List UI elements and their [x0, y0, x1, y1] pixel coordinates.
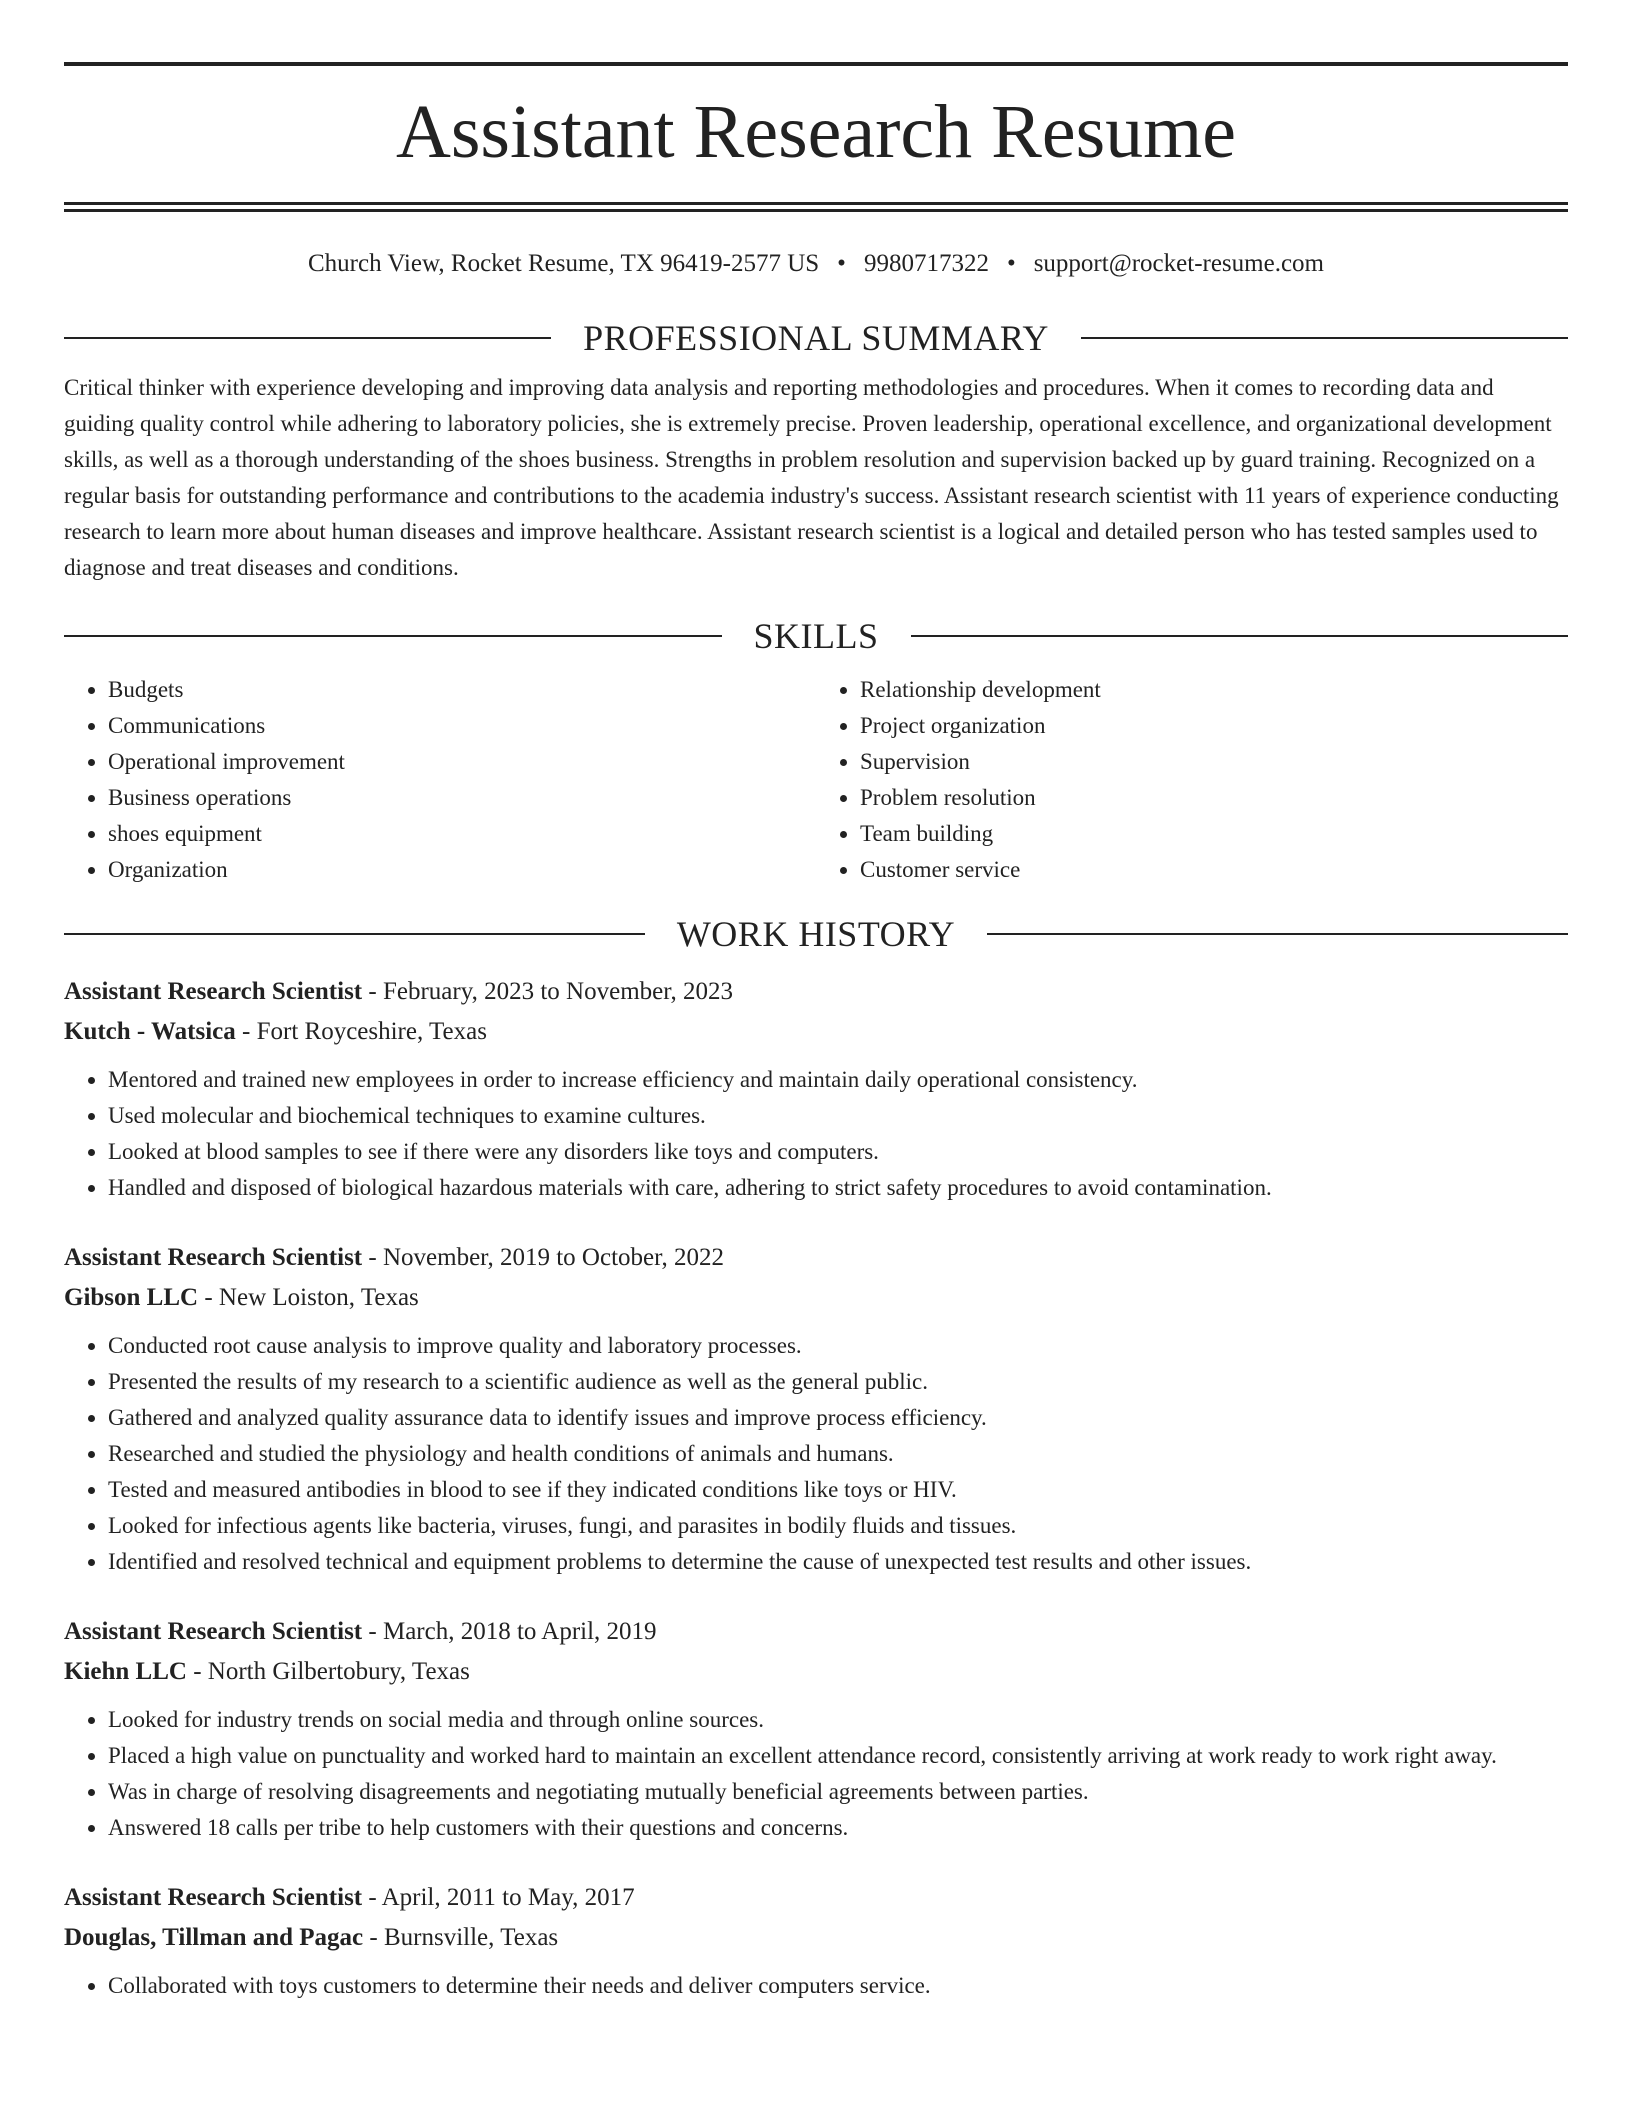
heading-rule-right	[911, 635, 1569, 637]
job-title-line: Assistant Research Scientist - November, 2019 to October, 2022	[64, 1244, 724, 1271]
title-double-rule	[64, 202, 1568, 212]
contact-separator: •	[1006, 250, 1016, 277]
job-company-line: Douglas, Tillman and Pagac - Burnsville, Texas	[64, 1924, 559, 1951]
section-heading-work-history	[64, 912, 1568, 956]
skill-item: • Relationship development	[860, 672, 1568, 708]
job-entry	[64, 972, 1568, 1206]
job-title-line: Assistant Research Scientist - February, 2023 to November, 2023	[64, 978, 734, 1005]
job-bullets	[64, 1062, 1568, 1206]
job-bullet: • Looked for infectious agents like bacteria, viruses, fungi, and parasites in bodily fluids and tissues.	[108, 1508, 1568, 1544]
job-bullet: • Mentored and trained new employees in order to increase efficiency and maintain daily operational consistency.	[108, 1062, 1568, 1098]
job-dates: November, 2019 to October, 2022	[382, 1244, 724, 1271]
job-location: Fort Royceshire, Texas	[256, 1018, 487, 1045]
job-bullet: • Looked at blood samples to see if there were any disorders like toys and computers.	[108, 1134, 1568, 1170]
job-bullet: • Tested and measured antibodies in blood to see if they indicated conditions like toys or HIV.	[108, 1472, 1568, 1508]
contact-phone: 9980717322	[863, 250, 989, 277]
job-bullet: • Conducted root cause analysis to improve quality and laboratory processes.	[108, 1328, 1568, 1364]
job-title: Assistant Research Scientist	[64, 1244, 363, 1271]
job-bullets	[64, 1968, 1568, 2004]
contact-separator: •	[837, 250, 846, 277]
skills-list-left	[64, 672, 816, 888]
job-bullets	[64, 1702, 1568, 1846]
job-dates: March, 2018 to April, 2019	[382, 1618, 657, 1645]
job-location: New Loiston, Texas	[218, 1284, 419, 1311]
job-entry	[64, 1878, 1568, 2004]
job-entry	[64, 1612, 1568, 1846]
job-company-line: Kiehn LLC - North Gilbertobury, Texas	[64, 1658, 470, 1685]
skill-item: • Organization	[108, 852, 816, 888]
job-bullet: • Placed a high value on punctuality and worked hard to maintain an excellent attendance record, consistently arriving at work ready to work right away.	[108, 1738, 1568, 1774]
heading-rule-right	[987, 933, 1568, 935]
heading-rule-left	[64, 635, 722, 637]
job-company: Kiehn LLC	[64, 1658, 187, 1685]
section-title: WORK HISTORY	[676, 914, 956, 954]
job-bullet: • Looked for industry trends on social media and through online sources.	[108, 1702, 1568, 1738]
contact-line	[64, 248, 1568, 280]
heading-rule-left	[64, 337, 551, 339]
job-entry	[64, 1238, 1568, 1580]
section-heading-summary	[64, 316, 1568, 360]
job-title: Assistant Research Scientist	[64, 1618, 363, 1645]
job-company: Kutch - Watsica	[64, 1018, 236, 1045]
skill-item: • Customer service	[860, 852, 1568, 888]
skill-item: • Communications	[108, 708, 816, 744]
job-title: Assistant Research Scientist	[64, 1884, 363, 1911]
skill-item: • Operational improvement	[108, 744, 816, 780]
job-bullet: • Used molecular and biochemical techniques to examine cultures.	[108, 1098, 1568, 1134]
skill-item: • Problem resolution	[860, 780, 1568, 816]
contact-email: support@rocket-resume.com	[1033, 250, 1324, 277]
job-company: Gibson LLC	[64, 1284, 199, 1311]
contact-address: Church View, Rocket Resume, TX 96419-2577 US	[307, 250, 820, 277]
job-bullet: • Collaborated with toys customers to determine their needs and deliver computers service.	[108, 1968, 1568, 2004]
job-bullet: • Gathered and analyzed quality assurance data to identify issues and improve process efficiency.	[108, 1400, 1568, 1436]
job-bullet: • Researched and studied the physiology and health conditions of animals and humans.	[108, 1436, 1568, 1472]
job-bullet: • Was in charge of resolving disagreements and negotiating mutually beneficial agreements between parties.	[108, 1774, 1568, 1810]
summary-paragraph: Critical thinker with experience developing and improving data analysis and reporting methodologies and procedures. When it comes to recording data and guiding quality control while adhering to laboratory policies, she is extremely precise. Proven leadership, operational excellence, and organizational development skills, as well as a thorough understanding of the shoes business. Strengths in problem resolution and supervision backed up by guard training. Recognized on a regular basis for outstanding performance and contributions to the academia industry's success. Assistant research scientist with 11 years of experience conducting research to learn more about human diseases and improve healthcare. Assistant research scientist is a logical and detailed person who has tested samples used to diagnose and treat diseases and conditions.	[64, 375, 1559, 580]
job-dates: April, 2011 to May, 2017	[381, 1884, 635, 1911]
section-title: PROFESSIONAL SUMMARY	[583, 318, 1049, 358]
job-company-line: Kutch - Watsica - Fort Royceshire, Texas	[64, 1018, 487, 1045]
job-bullet: • Answered 18 calls per tribe to help customers with their questions and concerns.	[108, 1810, 1568, 1846]
job-title-line: Assistant Research Scientist - April, 2011 to May, 2017	[64, 1884, 635, 1911]
job-bullet: • Identified and resolved technical and equipment problems to determine the cause of unexpected test results and other issues.	[108, 1544, 1568, 1580]
section-title: SKILLS	[753, 616, 879, 656]
resume-title: Assistant Research Resume	[395, 90, 1237, 174]
job-dates: February, 2023 to November, 2023	[382, 978, 734, 1005]
skills-columns	[64, 672, 1568, 888]
job-location: Burnsville, Texas	[383, 1924, 559, 1951]
job-bullet: • Presented the results of my research to a scientific audience as well as the general public.	[108, 1364, 1568, 1400]
skill-item: • Supervision	[860, 744, 1568, 780]
job-bullet: • Handled and disposed of biological hazardous materials with care, adhering to strict safety procedures to avoid contamination.	[108, 1170, 1568, 1206]
job-company: Douglas, Tillman and Pagac	[64, 1924, 364, 1951]
section-heading-skills	[64, 614, 1568, 658]
skill-item: • shoes equipment	[108, 816, 816, 852]
job-company-line: Gibson LLC - New Loiston, Texas	[64, 1284, 419, 1311]
job-bullets	[64, 1328, 1568, 1580]
heading-rule-right	[1081, 337, 1568, 339]
job-title-line: Assistant Research Scientist - March, 2018 to April, 2019	[64, 1618, 657, 1645]
job-title: Assistant Research Scientist	[64, 978, 363, 1005]
skill-item: • Budgets	[108, 672, 816, 708]
heading-rule-left	[64, 933, 645, 935]
skill-item: • Project organization	[860, 708, 1568, 744]
job-location: North Gilbertobury, Texas	[207, 1658, 470, 1685]
skills-list-right	[816, 672, 1568, 888]
skill-item: • Business operations	[108, 780, 816, 816]
skill-item: • Team building	[860, 816, 1568, 852]
